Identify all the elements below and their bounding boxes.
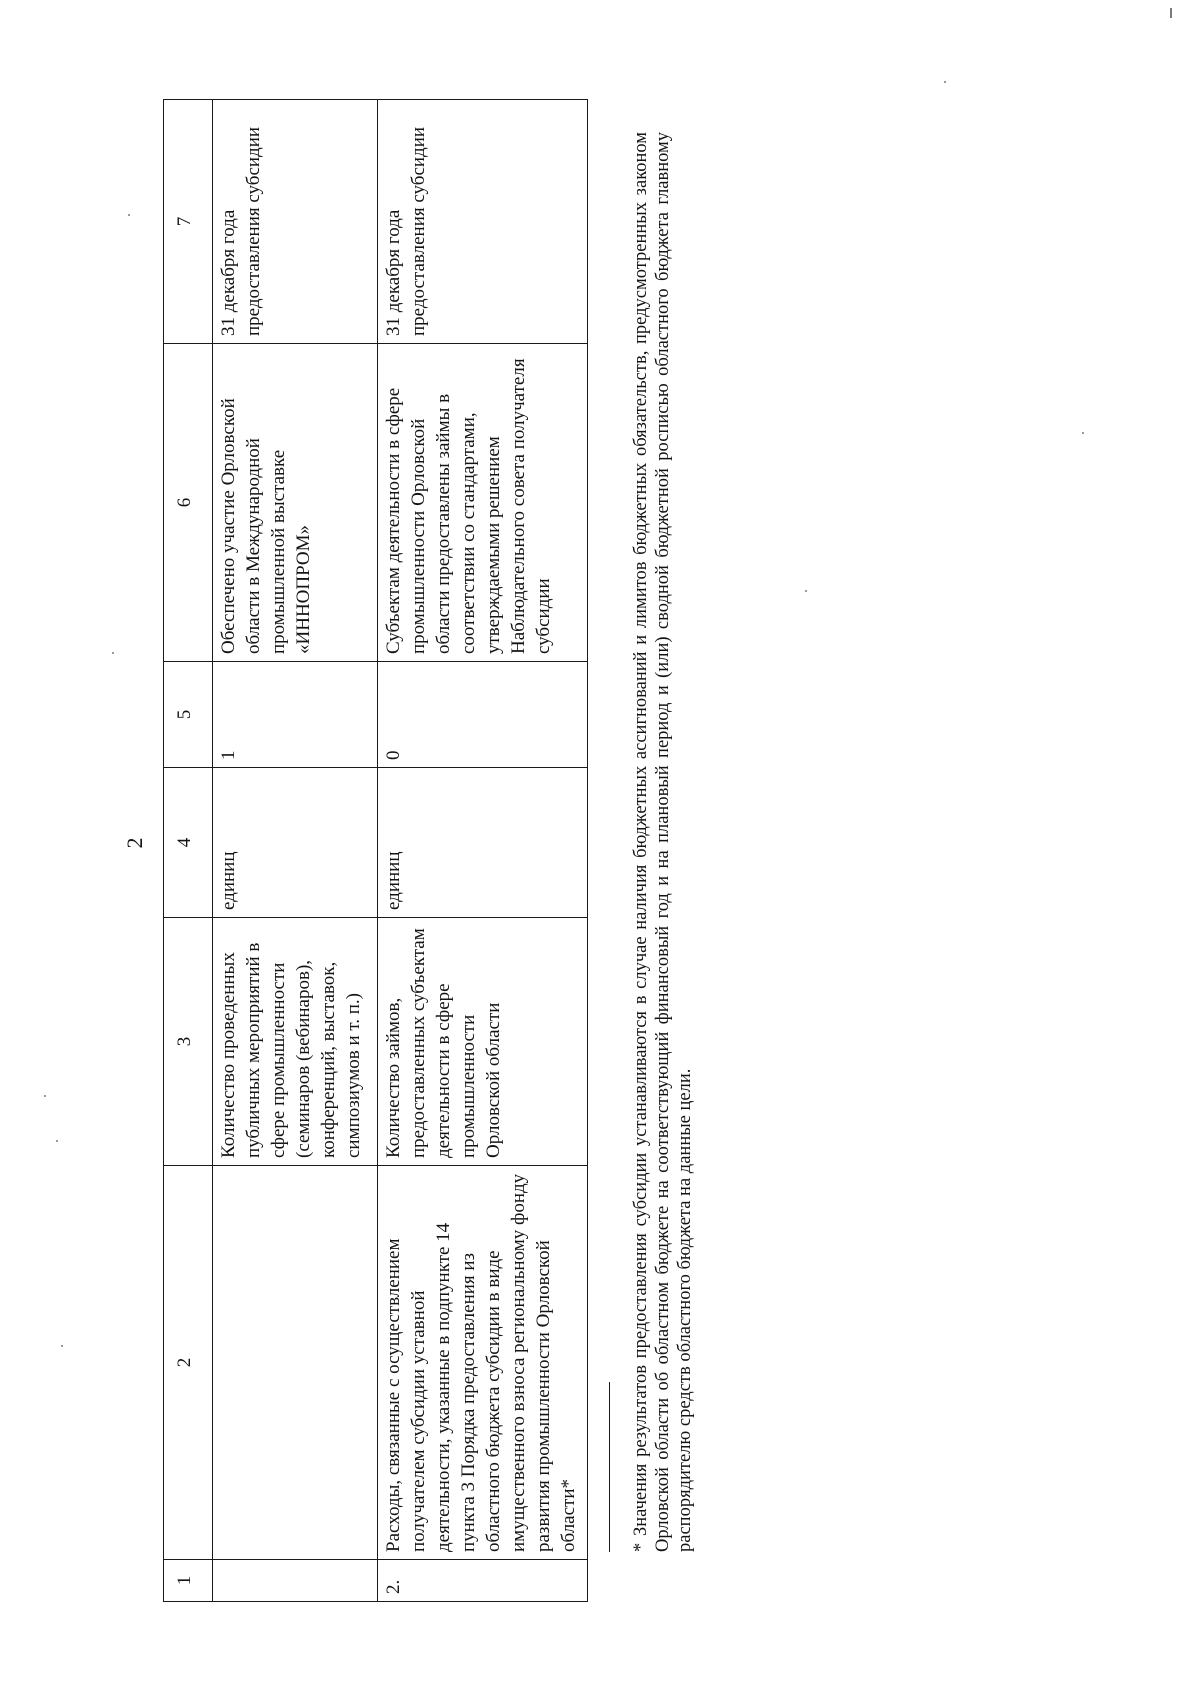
row-number-cell: 2. xyxy=(378,1560,588,1602)
results-table xyxy=(163,99,588,1602)
footnote-divider xyxy=(609,1382,610,1552)
footnote: * Значения результатов предоставления субсидии устанавливаются в случае наличия бюджетных ассигнований и лимитов бюджетных обязательств, предусмотренных законом Орловской области об областном бюджете на соответствующий финансовый год и на плановый период и (или) сводной бюджетной росписью областного бюджета главному распорядителю средств областного бюджета на данные цели. xyxy=(630,132,695,1552)
deadline-cell: 31 декабря года предоставления субсидии xyxy=(213,100,378,344)
value-cell: 1 xyxy=(213,662,378,768)
expense-cell: Расходы, связанные с осуществлением получателем субсидии уставной деятельности, указанные в подпункте 14 пункта 3 Порядка предоставления из областного бюджета субсидии в виде имущественного взноса региональному фонду развития промышленности Орловской области* xyxy=(378,1166,588,1560)
indicator-cell: Количество займов, предоставленных субъектам деятельности в сфере промышленности Орловской области xyxy=(378,918,588,1166)
scan-speck xyxy=(112,652,114,654)
row-number-cell xyxy=(213,1560,378,1602)
column-header-6: 6 xyxy=(164,344,213,662)
column-header-3: 3 xyxy=(164,918,213,1166)
unit-cell: единиц xyxy=(378,768,588,918)
result-cell: Обеспечено участие Орловской области в Международной промышленной выставке «ИННОПРОМ» xyxy=(213,344,378,662)
scan-speck xyxy=(128,214,130,216)
result-cell: Субъектам деятельности в сфере промышленности Орловской области предоставлены займы в соответствии со стандартами, утверждаемыми решением Наблюдательного совета получателя субсидии xyxy=(378,344,588,662)
header-row xyxy=(164,100,213,1602)
scan-speck xyxy=(805,590,807,592)
scan-speck xyxy=(56,1140,58,1142)
unit-cell: единиц xyxy=(213,768,378,918)
column-header-4: 4 xyxy=(164,768,213,918)
rotated-landscape-content xyxy=(163,100,713,1602)
table-row xyxy=(213,100,378,1602)
column-header-5: 5 xyxy=(164,662,213,768)
page-number: 2 xyxy=(122,837,147,849)
scan-speck xyxy=(1170,8,1172,18)
column-header-2: 2 xyxy=(164,1166,213,1560)
scan-speck xyxy=(44,1095,46,1097)
table-row xyxy=(378,100,588,1602)
scan-speck xyxy=(944,81,946,83)
scan-speck xyxy=(61,1345,63,1347)
column-header-7: 7 xyxy=(164,100,213,344)
deadline-cell: 31 декабря года предоставления субсидии xyxy=(378,100,588,344)
indicator-cell: Количество проведенных публичных мероприятий в сфере промышленности (семинаров (вебинаров), конференций, выставок, симпозиумов и т. п.) xyxy=(213,918,378,1166)
expense-cell xyxy=(213,1166,378,1560)
column-header-1: 1 xyxy=(164,1560,213,1602)
scan-speck xyxy=(1082,432,1084,434)
value-cell: 0 xyxy=(378,662,588,768)
